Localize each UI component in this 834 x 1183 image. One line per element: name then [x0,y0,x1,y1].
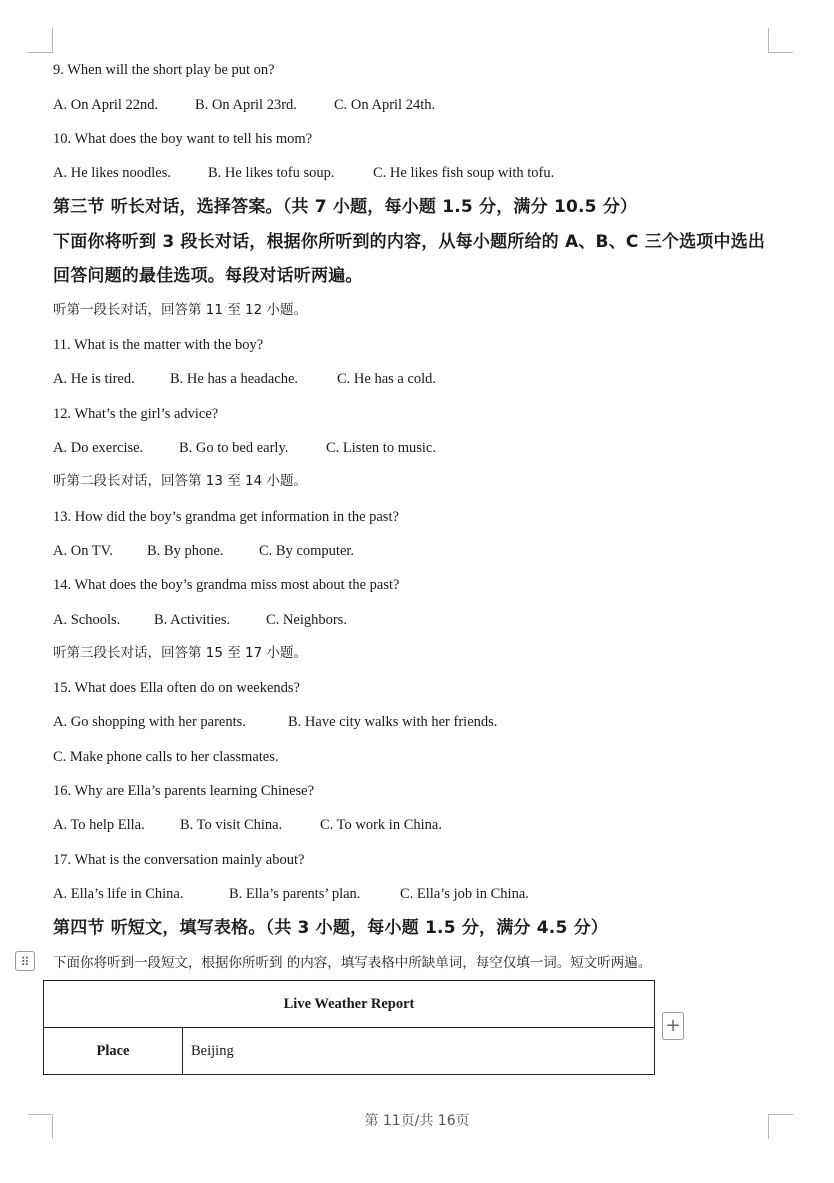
option-c: C. He likes fish soup with tofu. [373,165,555,181]
corner-mark-top-right [768,28,793,53]
table-row [44,981,655,1028]
dialog-2-intro: 听第二段长对话，回答第 13 至 14 小题。 [53,473,308,489]
option-b: B. By phone. [147,543,224,559]
question-13-options [53,541,354,561]
option-c: C. Listen to music. [326,440,436,456]
option-a: A. On April 22nd. [53,97,159,113]
place-value-cell[interactable]: Beijing [183,1028,655,1075]
question-17: 17. What is the conversation mainly about? [53,852,305,868]
option-b: B. Activities. [154,612,231,628]
question-16-options [53,815,442,835]
question-15-options [53,712,497,732]
dialog-1-intro: 听第一段长对话，回答第 11 至 12 小题。 [53,302,308,318]
option-a: A. Ella’s life in China. [53,886,184,902]
place-label-cell[interactable]: Place [44,1028,183,1075]
question-14-options [53,610,347,630]
question-17-options [53,884,529,904]
table-row [44,1028,655,1075]
option-b: B. On April 23rd. [195,97,297,113]
option-b: B. He likes tofu soup. [208,165,335,181]
option-a: A. Do exercise. [53,440,144,456]
question-13: 13. How did the boy’s grandma get information in the past? [53,509,399,525]
add-row-button[interactable]: + [662,1012,684,1040]
option-a: A. On TV. [53,543,113,559]
question-16: 16. Why are Ella’s parents learning Chinese? [53,783,315,799]
option-c: C. On April 24th. [334,97,436,113]
question-15: 15. What does Ella often do on weekends? [53,680,300,696]
question-15-option-c: C. Make phone calls to her classmates. [53,749,279,765]
option-b: B. Have city walks with her friends. [288,714,498,730]
table-title-cell[interactable]: Live Weather Report [44,981,655,1028]
weather-report-table [43,980,655,1075]
section-3-instruction-line-1: 下面你将听到 3 段长对话，根据你所听到的内容，从每小题所给的 A、B、C 三个选项中选出 [53,232,766,252]
question-9: 9. When will the short play be put on? [53,62,275,78]
option-b: B. To visit China. [180,817,283,833]
option-b: B. Go to bed early. [179,440,289,456]
question-10-options [53,163,554,183]
question-11-options [53,369,436,389]
section-3-instruction-line-2: 回答问题的最佳选项。每段对话听两遍。 [53,266,363,286]
option-a: A. He likes noodles. [53,165,171,181]
question-9-options [53,95,435,115]
option-a: A. Schools. [53,612,121,628]
option-b: B. He has a headache. [170,371,299,387]
section-4-instruction: 下面你将听到一段短文，根据你所听到 的内容，填写表格中所缺单词，每空仅填一词。短文听两遍。 [53,955,652,971]
section-3-heading: 第三节 听长对话，选择答案。（共 7 小题，每小题 1.5 分，满分 10.5 分） [53,197,638,217]
question-12-options [53,438,436,458]
question-10: 10. What does the boy want to tell his mom? [53,131,313,147]
option-a: A. To help Ella. [53,817,145,833]
dialog-3-intro: 听第三段长对话，回答第 15 至 17 小题。 [53,645,308,661]
option-c: C. By computer. [259,543,355,559]
option-c: C. Ella’s job in China. [400,886,529,902]
option-a: A. He is tired. [53,371,135,387]
option-c: C. Neighbors. [266,612,347,628]
option-b: B. Ella’s parents’ plan. [229,886,361,902]
drag-handle-icon[interactable]: ⠿ [15,951,35,971]
option-a: A. Go shopping with her parents. [53,714,246,730]
question-11: 11. What is the matter with the boy? [53,337,264,353]
corner-mark-top-left [28,28,53,53]
section-4-heading: 第四节 听短文，填写表格。（共 3 小题，每小题 1.5 分，满分 4.5 分） [53,918,608,938]
option-c: C. He has a cold. [337,371,437,387]
question-12: 12. What’s the girl’s advice? [53,406,219,422]
page-number: 第 11页/共 16页 [364,1113,470,1129]
option-c: C. To work in China. [320,817,442,833]
question-14: 14. What does the boy’s grandma miss most about the past? [53,577,400,593]
